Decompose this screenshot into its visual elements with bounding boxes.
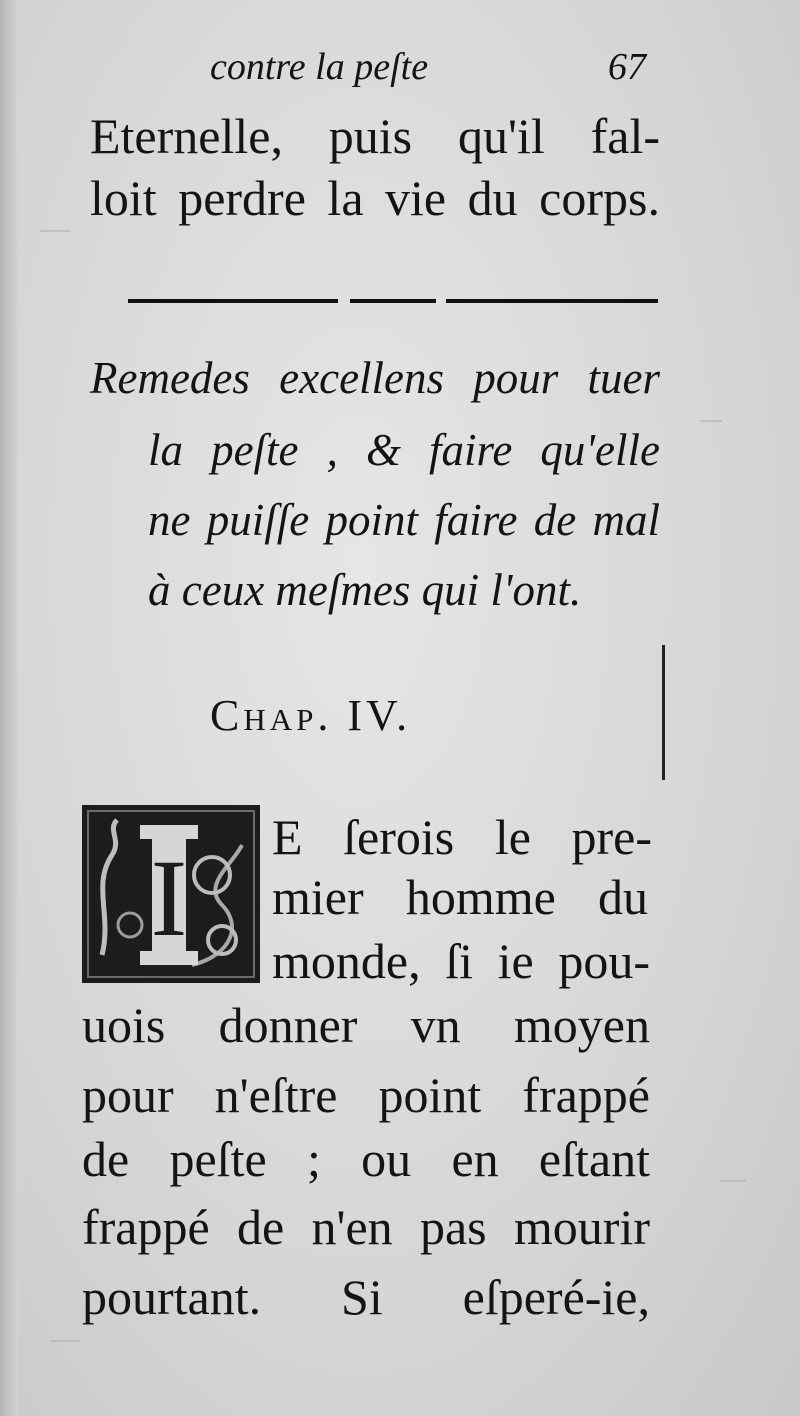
divider-rule	[128, 299, 338, 303]
decorated-initial-letter	[82, 805, 260, 983]
body-text-line: uois donner vn moyen	[82, 997, 650, 1053]
prior-text-line: Eternelle, puis qu'il fal-	[90, 108, 660, 164]
section-divider	[128, 295, 658, 309]
body-text-line: pour n'eſtre point frappé	[82, 1067, 650, 1123]
running-title: contre la peſte	[210, 46, 429, 88]
margin-mark	[662, 645, 665, 780]
body-text-line: mier homme du	[272, 869, 648, 925]
divider-rule	[446, 299, 658, 303]
prior-text-line: loit perdre la vie du corps.	[90, 170, 660, 226]
divider-rule	[350, 299, 436, 303]
body-text-line: E ſerois le pre-	[272, 809, 652, 865]
body-text-line: pourtant. Si eſperé-ie,	[82, 1269, 650, 1325]
running-head	[210, 45, 670, 101]
paper-fiber	[50, 1340, 80, 1342]
page-number: 67	[608, 46, 646, 88]
paper-fiber	[40, 230, 70, 232]
body-text-line: de peſte ; ou en eſtant	[82, 1131, 650, 1187]
rubric-line: ne puiſſe point faire de mal	[148, 495, 660, 545]
body-text-line: monde, ſi ie pou-	[272, 933, 650, 989]
page-edge-shadow	[0, 0, 18, 1416]
chapter-heading: Chap. IV.	[210, 691, 412, 740]
rubric-line: à ceux meſmes qui l'ont.	[148, 565, 582, 615]
rubric-line: la peſte , & faire qu'elle	[148, 425, 660, 475]
initial-letter-glyph: I	[150, 837, 188, 959]
paper-fiber	[720, 1180, 746, 1182]
paper-fiber	[700, 420, 722, 422]
body-text-line: frappé de n'en pas mourir	[82, 1199, 650, 1255]
rubric-line: Remedes excellens pour tuer	[90, 353, 660, 403]
